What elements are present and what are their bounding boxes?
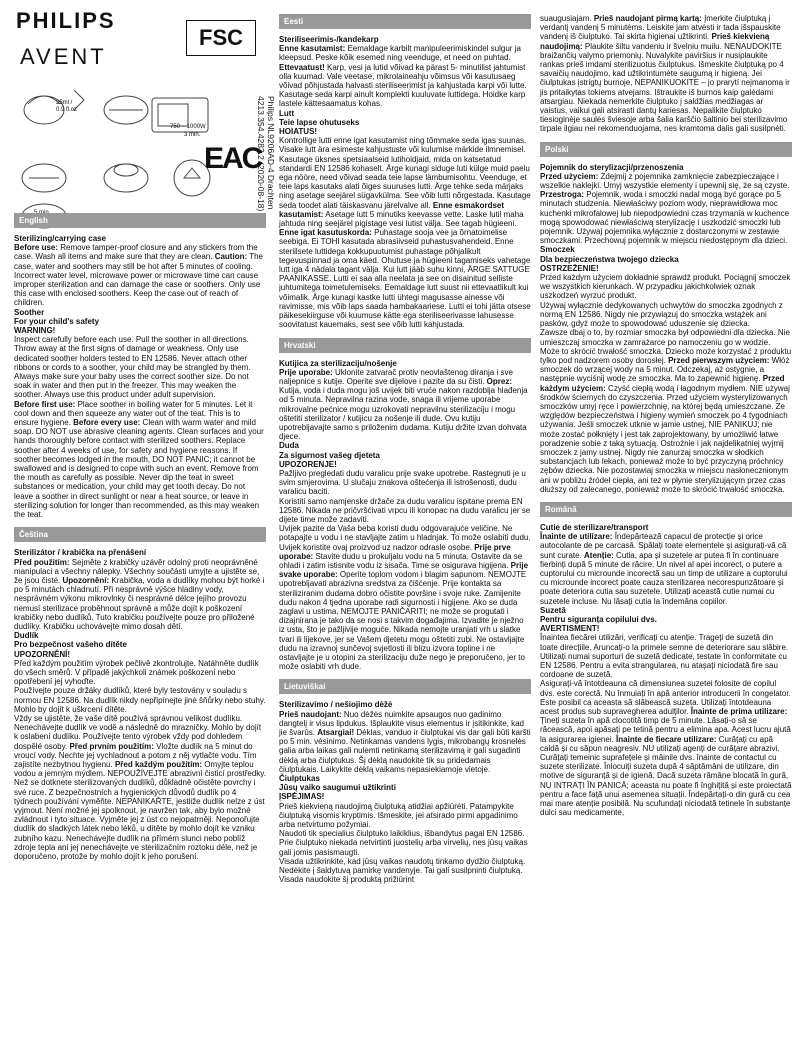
power-label: 750 – 1000W xyxy=(170,124,206,130)
section-romanian: Română Cutie de sterilizare/transport Înainte de utilizare: Îndepărtează capacul de protecție și orice autocolante de pe carcasă. Spălați toate elementele și asigurați-vă că sunt curate. Atenție: Cutia, apa și suzetele ar putea fi în continuare fierbinți după 5 minute de răcire. Un nivel al apei incorect, o putere a cuptorului cu microunde incorectă sau un timp de utilizare a cuptorului cu microunde incorect poate cauza sterilizarea necorespunzătoare și poate deteriora cutia sau suzetele. Utilizați această cutie numai cu suzetele incluse. Nu lăsați cutia la îndemâna copiilor. Suzetă Pentru siguranța copilului dvs. AVERTISMENT! Înaintea fiecărei utilizări, verificați cu atenție. Trageți de suzetă din toate direcțiile. Aruncați-o la primele semne de deteriorare sau slăbire. Utilizați numai suporturi de suzetă dedicate, testate în conformitate cu EN 12586. Pentru a evita strangularea, nu atașați niciodată fire sau cordoane de suzetă. Asigurați-vă întotdeauna că dimensiunea suzetei folosite de copilul dvs. este corectă. Nu înmuiați în apă anterior introducerii în congelator. Este posibil ca aceasta să slăbească suzeta. Utilizați întotdeauna acest produs sub supravegherea adulților. Înainte de prima utilizare: Țineți suzeta în apă clocotită timp de 5 minute. Lăsați-o să se răcească, apoi apăsați pe tetină pentru a elimina apa. Acest lucru ajută la asigurarea igienei. Înainte de fiecare utilizare: Curățați cu apă caldă și cu săpun neagresiv. NU utilizați agenți de curățare abrazivi. Curățați temeinic suprafețele și mâinile dvs. înainte de contactul cu suzete sterilizate. Înlocuiți suzeta după 4 săptămâni de utilizare, din motive de siguranță și de igienă. Dacă suzeta rămâne blocată în gură, NU INTRAȚI ÎN PANICĂ; aceasta nu poate fi înghițită și este proiectată pentru a face față unui asemenea situații. Îndepărtați-o din gură cu cea mai mare atenție posibilă. Nu scufundați niciodată tetinele în substanțe dulci sau medicamente, xyxy=(540,502,792,818)
section-polish: Polski Pojemnik do sterylizacji/przenoszenia Przed użyciem: Zdejmij z pojemnika zamknięcie zabezpieczające i wszelkie naklejki. Umyj wszystkie elementy i upewnij się, że są czyste. Przestroga: Pojemnik, woda i smoczki nadal mogą być gorące po 5 minutach studzenia. Niewłaściwy poziom wody, nieprawidłowa moc kuchenki mikrofalowej lub niepodpowiedni czas trzymania w kuchence mogą spowodować niewłaściwą sterylizację i uszkodzić smoczki lub pojemnik. Używaj pojemnika wyłącznie z dostarczonymi w zestawie smoczkami. Przechowuj pojemnik w miejscu niedostępnym dla dzieci. Smoczek Dla bezpieczeństwa twojego dziecka OSTRZEŻENIE! Przed każdym użyciem dokładnie sprawdź produkt. Pociągnij smoczek we wszystkich kierunkach. W przypadku jakichkolwiek oznak uszkodzeń wyrzuć produkt. Używaj wyłącznie dedykowanych uchwytów do smoczka zgodnych z normą EN 12586. Nigdy nie przywiązuj do smoczka wstążek ani pasków, gdyż może to spowodować uduszenie się dziecka. Zawsze dbaj o to, by rozmiar smoczka był odpowiedni dla dziecka. Nie umieszczaj smoczka w zamrażarce po namoczeniu go w wodzie. Może to skrócić trwałość smoczka. Dziecko może korzystać z produktu tylko pod nadzorem osoby dorosłej. Przed pierwszym użyciem: Włóż smoczek do wrzącej wody na 5 minut. Odczekaj, aż ostygnie, a następnie wyciśnij wodę ze smoczka. Ma to zapewnić higienę. Przed każdym użyciem: Czyść ciepłą wodą i łagodnym mydłem. NIE używaj środków ściernych do czyszczenia. Przed użyciem wysterylizowanych smoczków umyj ręce i powierzchnię, na której będą umieszczane. Ze względów bezpieczeństwa i higieny wymień smoczek po 4 tygodniach używania. Jeśli smoczek utknie w jamie ustnej, NIE PANIKUJ; nie może zostać połknięty i jest tak zaprojektowany, by umożliwić łatwe poradzenie sobie z taką sytuacją. Ostrożnie i jak najdelikatniej wyjmij smoczek z jamy ustnej. Nigdy nie zanurzaj smoczka w słodkich substancjach lub lekach, ponieważ może to być przyczyną próchnicy zębów dziecka. Nie pozostawiaj smoczka w miejscu nasłonecznionym ani w pobliżu źródeł ciepła, ani też w płynie sterylizującym przez czas dłuższy od zalecanego, ponieważ może to skrócić trwałość smoczka. xyxy=(540,142,792,494)
section-header: Eesti xyxy=(279,14,531,29)
section-estonian: Eesti Steriliseerimis-/kandekarp Enne kasutamist: Eemaldage karbilt manipuleerimiskindel sulgur ja kleepsud. Peske kõik esemed ning veenduge, et need on puhtad. Ettevaatust! Karp, vesi ja lutid võivad ka pärast 5- minutilist jahtumist olla kuumad. Vale veetase, mikrolaineahju võimsus või kasutusaeg võivad põhjustada halvasti steriliseerimist ja kahjustada karpi või lutte. Kasutage seda karpi ainult komplekti kuuluvate luttidega. Hoidke karp lastele kättesaamatus kohas. Lutt Teie lapse ohutuseks HOIATUS! Kontrollige lutti enne igat kasutamist ning tõmmake seda igas suunas. Visake lutt ära esimeste kahjustuste või kulumise märkide ilmnemisel. Kasutage üksnes spetsiaalseid lutihoidjaid, mida on katsetatud standardi EN 12586 kohaselt. Ärge kunagi siduge luti külge muid paelu ega nööre, need võivad seada teie lapse lämbumisohtu. Veenduge, et teie laps kasutaks alati õiges suuruses lutti. Ärge tehke seda märjaks ning asetage seejärel sügavkülma. See võib lutti nõrgestada. Kasutage seda toodet alati täiskasvanu järelvalve all. Enne esmakordset kasutamist: Asetage lutt 5 minutiks keevasse vette. Laske lutil maha jahtuda ning seejärel pigistage vesi lutist välja. See tagab hügieeni. Enne igat kasutuskorda: Puhastage sooja vee ja õrnatoimelise seebiga. Ei TOHI kasutada abrasiivseid puhastusvahendeid. Enne steriilsete luttidega kokkupuutumist puhastage põhjalikult tegevuspinnad ja oma käed. Ohutuse ja hügieeni tagamiseks vahetage lutt iga 4 nädala tagant välja. Kui lutt jääb suhu kinni, ÄRGE SATTUGE PAANIKASSE. Lutti ei saa alla neelata ja see on disainitud selliste juhtumitega toimetulemiseks. Eemaldage lutt suust nii ettevaatlikult kui võimalik. Ärge kunagi kastke lutti ühtegi magusasse ainesse või ravimisse, mis võib laps saada hambakaariese. Lutti ei tohi jätta otsese päikesekiirguse või kuumuse kätte ega steriliseerivasse lahusesse soovitatust kauemaks, sest see võib lutti kahjustada. xyxy=(279,14,531,330)
section-header: Română xyxy=(540,502,792,517)
section-header: Hrvatski xyxy=(279,338,531,353)
column-2 xyxy=(279,14,531,892)
section-czech: Čeština Sterilizátor / krabička na přenášení Před použitím: Sejměte z krabičky uzávěr odolný proti neoprávněné manipulaci a všechny nálepky. Všechny součásti umyjte a ujistěte se, že jsou čisté. Upozornění: Krabička, voda a dudlíky mohou být horké i po 5 minutách chladnutí. Při nesprávné výšce hladiny vody, nesprávném výkonu mikrovlnky či nesprávné délce jejího provozu nemusí sterilizace proběhnout správně a může dojít k poškození krabičky nebo dudlíků. Tuto krabičku používejte pouze pro přiložené dudlíky. Krabičku uchovávejte mimo dosah dětí. Dudlík Pro bezpečnost vašeho dítěte UPOZORNĚNÍ! Před každým použitím výrobek pečlivě zkontrolujte. Natáhněte dudlík do všech směrů. V případě jakýchkoli známek poškození nebo opotřebení jej vyhoďte. Používejte pouze držáky dudlíků, které byly testovány v souladu s normou EN 12586. Na dudlík nikdy nepřipínejte jiné šňůrky nebo stuhy. Mohlo by dojít k uškrcení dítěte. Vždy se ujistěte, že vaše dítě používá správnou velikost dudlíku. Nenechávejte dudlík ve vodě a následně do mrazničky. Mohlo by dojít k oslabení dudlíku. Používejte tento výrobek vždy pod dohledem dospělé osoby. Před prvním použitím: Vložte dudlík na 5 minut do vroucí vody. Nechte jej vychladnout a potom z něj vytlačte vodu. Tím zajistíte nezbytnou hygienu. Před každým použitím: Omyjte teplou vodou a jemným mýdlem. NEPOUŽÍVEJTE abrazivní čisticí prostředky. Než se dotknete sterilizovaných dudlíků, důkladně očistěte povrchy i své ruce. Z bezpečnostních a hygienických důvodů dudlík po 4 týdnech používání vyměňte. NEPANIKAŘTE, jestliže dudlík nelze z úst vyjmout. Není možné jej spolknout, je navržen tak, aby bylo možné zvládnout i tyto situace. Vyjměte jej z úst co nejopatrněji. Neponořujte dudlík do sladkých látek nebo léků, u dítěte by mohlo dojít ke vzniku zubního kazu. Nenechávejte dudlík na přímém slunci nebo poblíž zdroje tepla ani jej nenechávejte ve sterilizačním roztoku déle, než je doporučeno, protože by mohlo dojít k jeho porušení. xyxy=(14,527,266,861)
time-label-1: 3 min. xyxy=(184,132,201,138)
section-header: Lietuviškai xyxy=(279,679,531,694)
section-lithuanian: Lietuviškai Sterilizavimo / nešiojimo dėžė Prieš naudojant: Nuo dėžės nuimkite apsaugos nuo gadinimo dangtelį ir visus lipdukus. Išplaukite visus elementus ir įsitikinkite, kad jie švarūs. Atsargiai! Dėklas, vanduo ir čiulptukai vis dar gali būti karšti po 5 min. vėsinimo. Netinkamas vandens lygis, mikrobangų krosnelės galia arba laikas gali nulemti netinkamą sterilizavimą ir gali sugadinti dėklą arba čiulptukus. Šį dėklą naudokite tik su pridedamais čiulptukais. Laikykite dėklą vaikams nepasiekiamoje vietoje. Čiulptukas Jūsų vaiko saugumui užtikrinti ĮSPĖJIMAS! Prieš kiekvieną naudojimą čiulptuką atidžiai apžiūrėti. Patampykite čiulptuką visomis kryptimis. Išmeskite, jei atsirado pirmi apgadinimo arba netvirtumo požymiai. Naudoti tik specialius čiulptuko laikiklius, išbandytus pagal EN 12586. Prie čiulptuko niekada netvirtinti juostelių arba virvelių, nes jūsų vaikas gali jomis pasismaugti. Visada užtikrinkite, kad jūsų vaikas naudotų tinkamo dydžio čiulptuką. Nedėkite į šaldytuvą pamirkę vandenyje. Tai gali susilpninti čiulptuką. Visada naudokite šį produktą prižiūrint xyxy=(279,679,531,884)
column-3 xyxy=(540,14,792,825)
section-lithuanian-continued: suaugusiajam. Prieš naudojant pirmą kartą: Įmerkite čiulptuką į verdantį vandenį 5 minutėms. Leiskite jam atvėsti ir tada išspauskite vandenį iš čiulptuko. Tai skirta higienai užtikrinti. Prieš kiekvieną naudojimą: Plaukite šiltu vandeniu ir švelniu muilu. NENAUDOKITE braižančių valymo priemonių. Nuvalykite paviršius ir nusiplaukite rankas prieš imdami sterilizuotus čiulptukus. Išmeskite čiulptuką po 4 savaičių naudojimo, kad užtikrintumėte saugumą ir higieną. Jei čiulptukas įstrigtų burnoje, NEPANIKUOKITE – jo prarytí neįmanoma ir jis pritaikytas tokiems atvejams. Ištraukite iš burnos kaip galėdami atsargiau. Niekada nemerkite čiulptuko į saldžias medžiagas ar vaistus, vaikui gali atsirasti dantų kariesas. Nepalikite čiulptuko tiesioginėje saulės šviesoje arba šalia karščio šaltinio bei sterilizavimo tirpale ilgiau nei rekomenduojama, nes kramtoma dalis gali susilpnėti. xyxy=(540,14,790,134)
volume-label: 25ml / 0.9 fl.oz xyxy=(56,100,78,113)
avent-logo: AVENT xyxy=(20,44,107,69)
section-header: Čeština xyxy=(14,527,266,542)
section-header: English xyxy=(14,213,266,228)
part-number: Philips NL9206AD-4 Drachten 4213.354.4283.2 (2020-08-18) xyxy=(256,96,276,212)
brand-logo: PHILIPS xyxy=(16,8,116,33)
section-english: English Sterilizing/carrying case Before use: Remove tamper-proof closure and any stickers from the case. Wash all items and make sure that they are clean. Caution: The case, water and soothers may still be hot after 5 minutes of cooling. Incorrect water level, microwave power or microwave time can cause improper sterilization and can damage the case or soothers. Only use this case with enclosed soothers. Keep the case out of reach of children. Soother For your child's safety WARNING! Inspect carefully before each use. Pull the soother in all directions. Throw away at the first signs of damage or weakness. Only use dedicated soother holders tested to EN 12586. Never attach other ribbons or cords to a soother, your child may be strangled by them. Always make sure your baby uses the correct soother size. Do not soak in water and then put in the freezer. This may weaken the soother. Always use this product under adult supervision. Before first use: Place soother in boiling water for 5 minutes. Let it cool down and then squeeze any water out of the teat. This is to ensure hygiene. Before every use: Clean with warm water and mild soap. DO NOT use abrasive cleaning agents. Clean surfaces and your hands thoroughly before contact with sterilized soothers. Replace soother after 4 weeks of use, for safety and hygiene reasons. If soother becomes lodged in the mouth, DO NOT PANIC; it cannot be swallowed and is designed to cope with such an event. Remove from the mouth as carefully as possible. Never dip the teat in sweet substances or medication, your child may get tooth decay. Do not leave a soother in direct sunlight or near a heat source, or leave in sterilizing solution for longer than recommended, as this may weaken the teat. xyxy=(14,213,266,519)
section-croatian: Hrvatski Kutijica za sterilizaciju/nošenje Prije uporabe: Uklonite zatvarač protiv neovlaštenog diranja i sve naljepnice s kutije. Operite sve dijelove i pazite da su čisti. Oprez: Kutija, voda i duda mogu još uvijek biti vruće nakon razdoblja hlađenja od 5 minuta. Nepravilna razina vode, snaga ili vrijeme uporabe mikrovalne pećnice mogu uzrokovati nepravilnu sterilizaciju i mogu oštetiti sterilizator / kutijicu za nošenje ili dude. Ovu kutiju upotrebljavajte samo s priloženim dudama. Kutiju držite izvan dohvata djece. Duda Za sigurnost vašeg djeteta UPOZORENJE! Pažljivo pregledati dudu varalicu prije svake upotrebe. Rastegnuti je u svim smjerovima. U slučaju znakova oštećenja ili istrošenosti, dudu varalicu baciti. Koristiti samo namjenske držače za dudu varalicu ispitane prema EN 12586. Nikada ne pričvršćivati vrpcu ili konopac na dudu varalicu jer se dijete time može zadaviti. Uvijek pazite da Vaša beba koristi dudu odgovarajuće veličine. Ne potapajte u vodu i ne stavljajte zatim u hladnjak. To može oslabiti dudu. Uvijek koristite ovaj proizvod uz nadzor odrasle osobe. Prije prve uporabe: Stavite dudu u prokuljalu vodu na 5 minuta. Ostavite da se ohladi i zatim istisnite vodu iz sisača. Time se osigurava higijena. Prije svake uporabe: Operite toplom vodom i blagim sapunom. NEMOJTE upotrebljavati abrazivna sredstva za čišćenje. Prije kontakta sa steriliziranim dudama dobro očistite površine i svoje ruke. Zamijenite dudu nakon 4 tjedna uporabe radi sigurnosti i higijene. Ako se duda zaglavi u ustima, NEMOJTE PANIČARITI; ne može se progutati i dizajnirana je tako da se nosi s takvim događajima. Izvadite je nježno iz usta, što je pažljivije moguće. Nikada nemojte uranjati vrh u slatke tvari ili lijekove, jer se Vašem djetetu mogu oštetiti zubi. Ne ostavljajte dudu na izravnoj sunčevoj svjetlosti ili blizu izvora topline i ne ostavljajte je u otopini za sterilizaciju duže nego je preporučeno, jer to može oslabiti vrh dude. xyxy=(279,338,531,672)
section-header: Polski xyxy=(540,142,792,157)
fsc-logo: FSC xyxy=(186,20,256,56)
eac-mark: EAC xyxy=(204,142,262,175)
